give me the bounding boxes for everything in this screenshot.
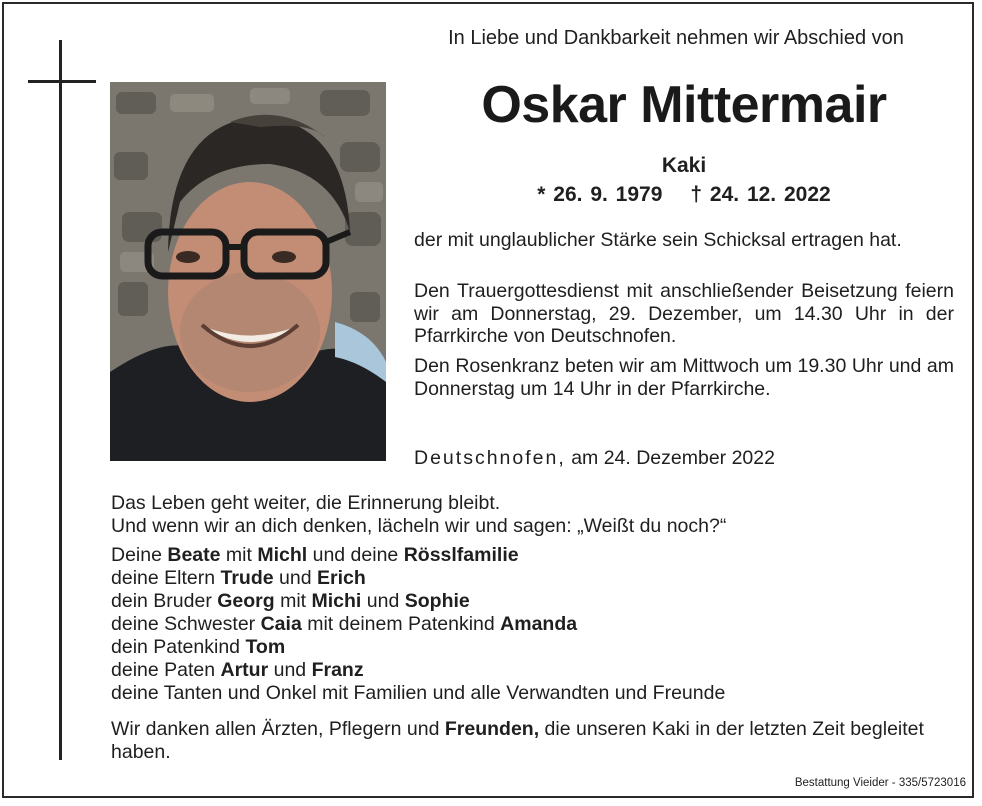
mourner-text: deine Paten xyxy=(111,659,221,681)
funeral-home-credit: Bestattung Vieider - 335/5723016 xyxy=(794,777,966,789)
mourner-name: Rösslfamilie xyxy=(403,544,519,566)
portrait-photo xyxy=(110,82,386,461)
thanks-paragraph xyxy=(111,718,961,764)
mourner-name: Artur xyxy=(220,659,269,681)
notice-date: am 24. Dezember 2022 xyxy=(571,447,775,469)
mourner-name: Amanda xyxy=(500,613,578,635)
mourners-list xyxy=(111,544,961,705)
mourner-name: Tom xyxy=(245,636,286,658)
paragraph-rosary: Den Rosenkranz beten wir am Mittwoch um 19.30 Uhr und am Donnerstag um 14 Uhr in der Pfarrkirche. xyxy=(414,355,954,400)
verse-line: Und wenn wir an dich denken, lächeln wir und sagen: „Weißt du noch?“ xyxy=(111,515,727,537)
thanks-text: Wir danken allen Ärzten, Pflegern und xyxy=(111,718,445,740)
mourner-text: deine Schwester xyxy=(111,613,261,635)
intro-line: In Liebe und Dankbarkeit nehmen wir Abschied von xyxy=(448,27,904,49)
mourner-line xyxy=(111,636,961,659)
mourner-text: Deine xyxy=(111,544,168,566)
mourner-text: und xyxy=(268,659,312,681)
deceased-name: Oskar Mittermair xyxy=(481,76,887,134)
mourner-text: und xyxy=(361,590,405,612)
mourner-text: und xyxy=(273,567,317,589)
cross-horizontal-bar xyxy=(28,80,96,83)
mourner-line xyxy=(111,590,961,613)
mourner-name: Michi xyxy=(311,590,362,612)
mourner-name: Erich xyxy=(316,567,366,589)
cross-vertical-bar xyxy=(59,40,62,760)
mourner-name: Franz xyxy=(311,659,364,681)
verse xyxy=(111,492,961,538)
mourner-text: deine Tanten und Onkel mit Familien und alle Verwandten und Freunde xyxy=(111,682,726,704)
verse-line: Das Leben geht weiter, die Erinnerung bleibt. xyxy=(111,492,501,514)
mourner-name: Sophie xyxy=(404,590,470,612)
life-dates xyxy=(416,182,952,208)
mourner-text: dein Patenkind xyxy=(111,636,246,658)
thanks-text: die unseren Kaki in der letzten Zeit begleitet haben. xyxy=(111,718,924,763)
mourner-line xyxy=(111,613,961,636)
nickname: Kaki xyxy=(661,154,707,177)
thanks-emphasis: Freunden, xyxy=(444,718,540,740)
death-date: † 24. 12. 2022 xyxy=(690,183,831,206)
mourner-name: Beate xyxy=(167,544,221,566)
mourner-line xyxy=(111,682,961,705)
mourner-text: dein Bruder xyxy=(111,590,218,612)
mourner-line xyxy=(111,544,961,567)
mourner-text: mit xyxy=(220,544,258,566)
mourner-line xyxy=(111,659,961,682)
mourner-name: Michl xyxy=(257,544,308,566)
mourner-text: deine Eltern xyxy=(111,567,221,589)
mourner-name: Georg xyxy=(217,590,275,612)
birth-date: * 26. 9. 1979 xyxy=(537,183,663,206)
mourner-text: mit deinem Patenkind xyxy=(301,613,501,635)
mourner-text: mit xyxy=(274,590,312,612)
paragraph-funeral: Den Trauergottesdienst mit anschließender Beisetzung feiern wir am Donnerstag, 29. Dezember, um 14.30 Uhr in der Pfarrkirche von Deutschnofen. xyxy=(414,280,954,347)
mourner-name: Trude xyxy=(220,567,274,589)
mourner-text: und deine xyxy=(307,544,404,566)
place-name: Deutschnofen, xyxy=(414,447,566,469)
mourner-name: Caia xyxy=(260,613,302,635)
place-date-line xyxy=(414,446,775,470)
mourner-line xyxy=(111,567,961,590)
paragraph-fate: der mit unglaublicher Stärke sein Schicksal ertragen hat. xyxy=(414,229,902,251)
